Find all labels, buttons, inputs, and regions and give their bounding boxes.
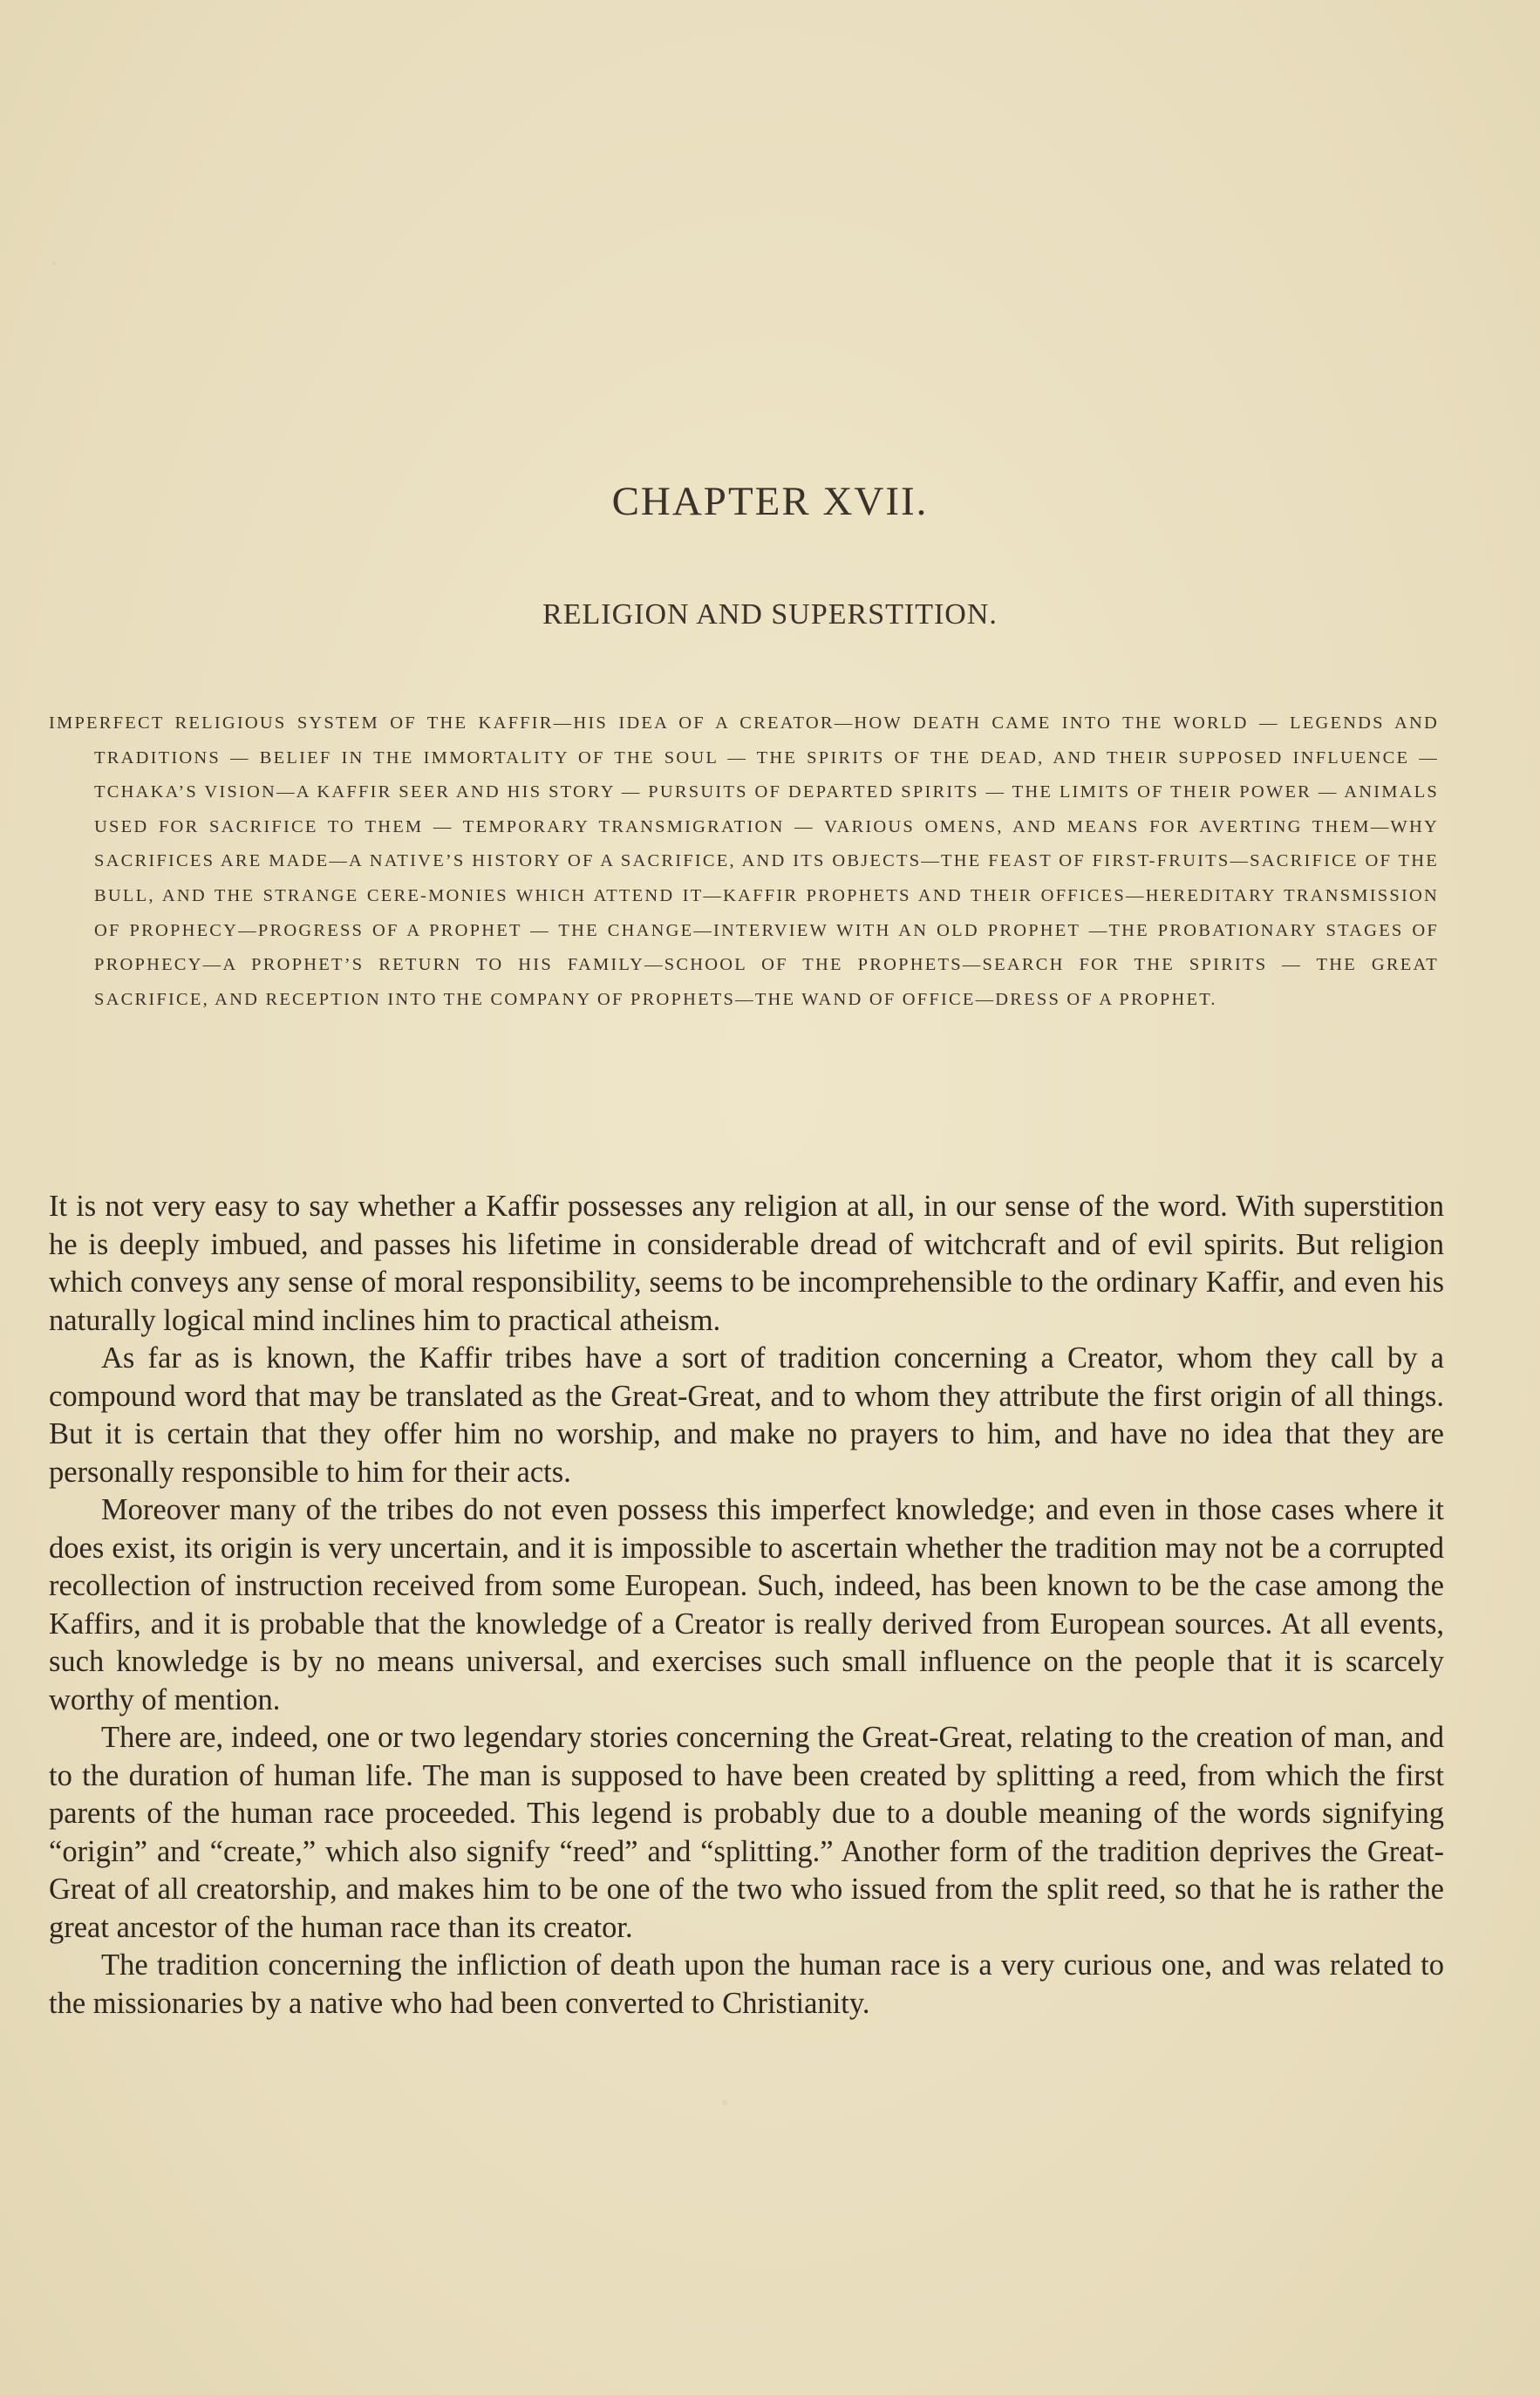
chapter-synopsis <box>49 706 1439 1017</box>
paragraph: There are, indeed, one or two legendary stories concerning the Great-Great, relating to the creation of man, and to the duration of human life. The man is supposed to have been created by splitting a reed, from which the first parents of the human race proceeded. This legend is probably due to a double meaning of the words signifying “origin” and “create,” which also signify “reed” and “splitting.” Another form of the tradition deprives the Great-Great of all creatorship, and makes him to be one of the two who issued from the split reed, so that he is rather the great ancestor of the human race than its creator. <box>49 1721 1444 1944</box>
paragraph: It is not very easy to say whether a Kaffir possesses any religion at all, in our sense of the word. With superstition he is deeply imbued, and passes his lifetime in considerable dread of witchcraft and of evil spirits. But religion which conveys any sense of moral responsibility, seems to be incomprehensible to the ordinary Kaffir, and even his naturally logical mind inclines him to practical atheism. <box>49 1190 1444 1337</box>
paragraph: The tradition concerning the infliction of death upon the human race is a very curious one, and was related to the missionaries by a native who had been converted to Christianity. <box>49 1948 1444 2020</box>
paper-stain <box>52 262 56 265</box>
paragraph: As far as is known, the Kaffir tribes have a sort of tradition concerning a Creator, whom they call by a compound word that may be translated as the Great-Great, and to whom they attribute the first origin of all things. But it is certain that they offer him no worship, and make no prayers to him, and have no idea that they are personally responsible to him for their acts. <box>49 1341 1444 1489</box>
chapter-subtitle: RELIGION AND SUPERSTITION. <box>542 598 998 631</box>
chapter-body <box>49 1188 1444 2023</box>
chapter-title: CHAPTER XVII. <box>611 479 929 524</box>
synopsis-text: IMPERFECT RELIGIOUS SYSTEM OF THE KAFFIR—HIS IDEA OF A CREATOR—HOW DEATH CAME INTO THE WORLD — LEGENDS AND TRADITIONS — BELIEF IN THE IMMORTALITY OF THE SOUL — THE SPIRITS OF THE DEAD, AND THEIR SUPPOSED INFLUENCE — TCHAKA’S VISION—A KAFFIR SEER AND HIS STORY — PURSUITS OF DEPARTED SPIRITS — THE LIMITS OF THEIR POWER — ANIMALS USED FOR SACRIFICE TO THEM — TEMPORARY TRANSMIGRATION — VARIOUS OMENS, AND MEANS FOR AVERTING THEM—WHY SACRIFICES ARE MADE—A NATIVE’S HISTORY OF A SACRIFICE, AND ITS OBJECTS—THE FEAST OF FIRST-FRUITS—SACRIFICE OF THE BULL, AND THE STRANGE CERE-MONIES WHICH ATTEND IT—KAFFIR PROPHETS AND THEIR OFFICES—HEREDITARY TRANSMISSION OF PROPHECY—PROGRESS OF A PROPHET — THE CHANGE—INTERVIEW WITH AN OLD PROPHET —THE PROBATIONARY STAGES OF PROPHECY—A PROPHET’S RETURN TO HIS FAMILY—SCHOOL OF THE PROPHETS—SEARCH FOR THE SPIRITS — THE GREAT SACRIFICE, AND RECEPTION INTO THE COMPANY OF PROPHETS—THE WAND OF OFFICE—DRESS OF A PROPHET. <box>49 713 1439 1009</box>
paragraph: Moreover many of the tribes do not even possess this imperfect knowledge; and even in those cases where it does exist, its origin is very uncertain, and it is impossible to ascertain whether the tradition may not be a corrupted recollection of instruction received from some European. Such, indeed, has been known to be the case among the Kaffirs, and it is probable that the knowledge of a Creator is really derived from European sources. At all events, such knowledge is by no means universal, and exercises such small influence on the people that it is scarcely worthy of mention. <box>49 1493 1444 1716</box>
paper-stain <box>722 2100 727 2105</box>
